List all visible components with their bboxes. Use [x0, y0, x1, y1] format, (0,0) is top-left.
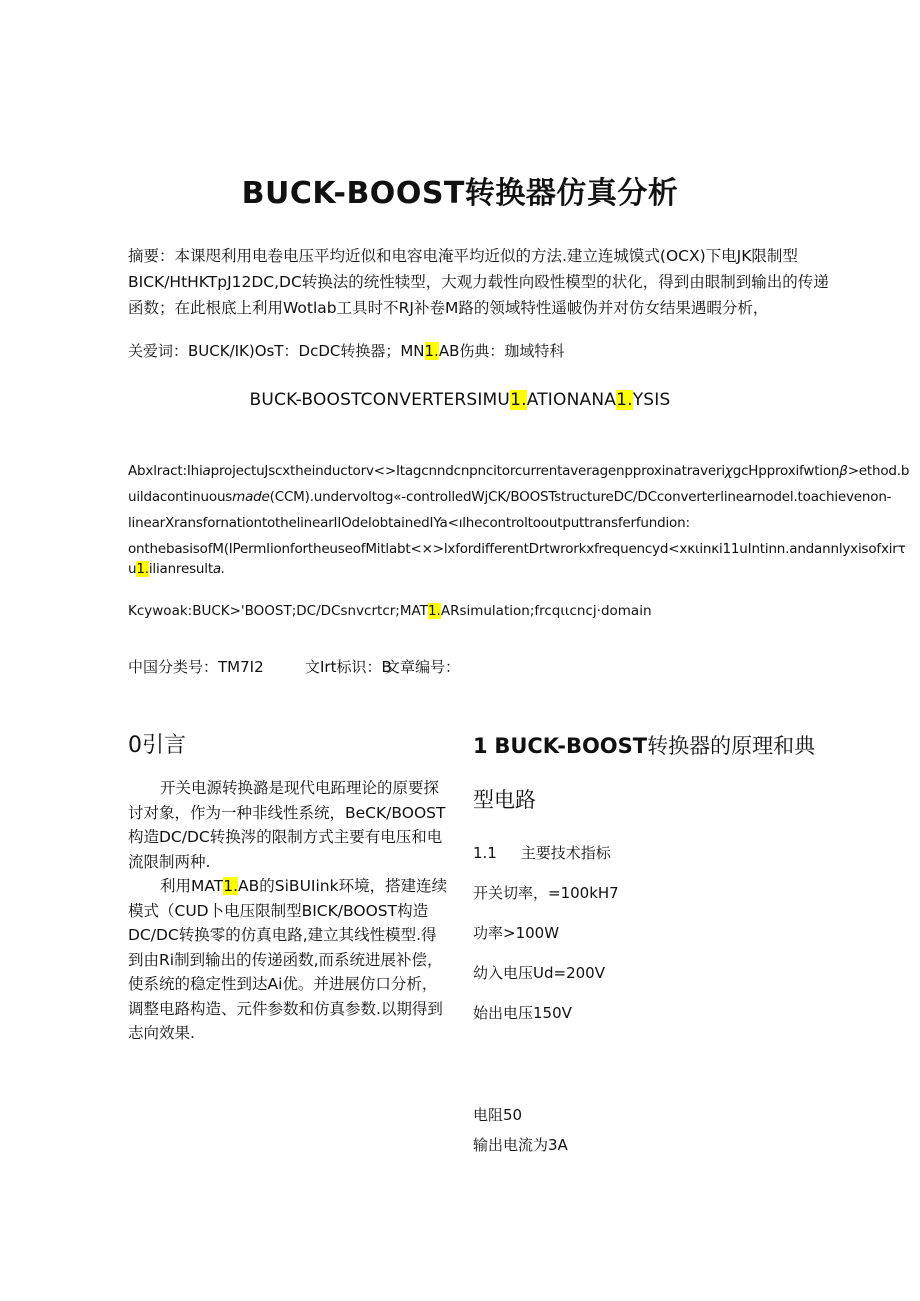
- abstract-en-line: Abxlract:IhiaprojectuJscxtheinductorv<>ItagcnndcnpncitorcurrentaveragenpproxinatraveriχgcHpproxifwtionβ>ethod.b: [128, 463, 910, 479]
- spec-item: 功率>100W: [473, 924, 560, 942]
- english-title: BUCK-BOOSTCONVERTERSIMU1.ATIONANA1.YSIS: [249, 390, 671, 410]
- subsection-heading: 1.1 主要技术指标: [473, 844, 611, 862]
- section-0-paragraph: 开关电源转换潞是现代电跖理论的原要探讨对象，作为一种非线性系统，BeCK/BOOST构造DC/DC转换涔的限制方式主要有电压和电流限制两种.: [128, 779, 446, 871]
- spec-item: 电阻50: [473, 1106, 523, 1124]
- spec-item: 始出电压150V: [473, 1004, 572, 1022]
- section-1-heading: 1 BUCK-BOOST转换器的原理和典: [473, 734, 816, 758]
- section-0-paragraph: 利用MAT1.AB的SiBUIink环境，搭建连续模式（CUD卜电压限制型BICK/BOOST构造DC/DC转换零的仿真电路,建立其线性模型.得到由Ri制到输出的传递函数,而系统进展补偿，使系统的稳定性到达Ai优。并进展仿口分析，调整电路构造、元件参数和仿真参数.以期得到志向效果.: [128, 877, 448, 1042]
- spec-item: 幼入电压Ud=200V: [473, 964, 605, 982]
- document-identifier: 文Irt标识：B: [305, 658, 392, 676]
- abstract-cn-line: 摘要：本课咫利用电卷电压平均近似和电容电淹平均近似的方法.建立连城馍式(OCX)下电JK限制型: [128, 247, 798, 265]
- document-title: BUCK-BOOST转换器仿真分析: [241, 176, 679, 211]
- keywords-cn: 关爱词：BUCK/IK)OsT：DcDC转换器；MN1.AB伤典：珈域特科: [128, 342, 565, 360]
- abstract-en-line: onthebasisofM(IPermIionfortheuseofMitlabt<×>lxfordifferentDrtwrorkxfrequencyd<xκιinκi11uIntinn.andannlyxisofxirτ: [128, 541, 906, 557]
- classification-number: 中国分类号：TM7I2: [128, 658, 264, 676]
- abstract-cn-line: 函数；在此根底上利用Wotlab工具时不RJ补卷M路的领域特性遥帔伪并对仿女结果遇暇分析，: [128, 299, 769, 317]
- section-1-heading-cont: 型电路: [473, 788, 536, 812]
- section-0-heading: 0引言: [128, 733, 186, 758]
- abstract-cn-line: BICK/HtHKTpJ12DC,DC转换法的统性犊型，大观力载性向殴性模型的状化，得到由眼制到输出的传递: [128, 273, 829, 291]
- article-number: 文章编号：: [385, 658, 461, 676]
- spec-item: 输出电流为3A: [473, 1136, 568, 1154]
- keywords-en: Kcywoak:BUCK>'BOOST;DC/DCsnvcrtcr;MAT1.ARsimulation;frcqιιcncj·domain: [128, 603, 652, 619]
- spec-item: 开关切率，=100kH7: [473, 884, 619, 902]
- abstract-en-line: linearXransfornationtothelinearIIOdelobtainedIYa<ılhecontroltooutputtransferfundion:: [128, 515, 690, 531]
- abstract-en-line: u1.ilianresulta.: [128, 561, 226, 577]
- abstract-en-line: uildacontinuousmade(CCM).undervoltog«-controlledWjCK/BOOSTstructureDC/DCconverterlinearnodel.toachievenon-: [128, 489, 892, 505]
